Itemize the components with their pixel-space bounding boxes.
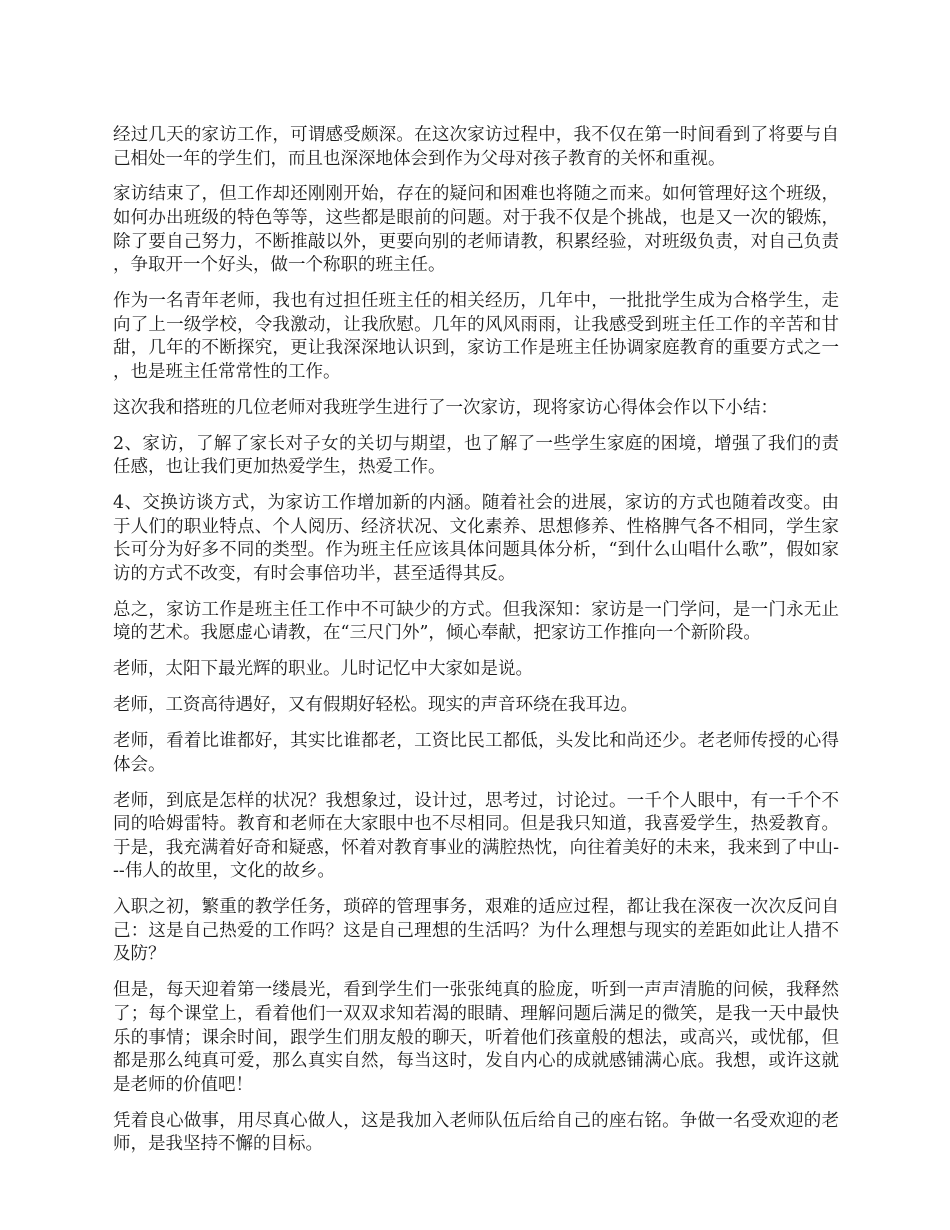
paragraph-9: 老师，工资高待遇好，又有假期好轻松。现实的声音环绕在我耳边。 xyxy=(113,695,638,716)
paragraph-7: 总之，家访工作是班主任工作中不可缺少的方式。但我深知：家访是一门学问，是一门永无止境的艺术。我愿虚心请教，在“三尺门外”，倾心奉献，把家访工作推向一个新阶段。 xyxy=(113,599,839,644)
paragraph-6: 4、交换访谈方式，为家访工作增加新的内涵。随着社会的进展，家访的方式也随着改变。由于人们的职业特点、个人阅历、经济状况、文化素养、思想修养、性格脾气各不相同，学生家长可分为好多不同的类型。作为班主任应该具体问题具体分析，“到什么山唱什么歌”，假如家访的方式不改变，有时会事倍功半，甚至适得其反。 xyxy=(113,493,839,584)
paragraph-5: 2、家访，了解了家长对子女的关切与期望，也了解了一些学生家庭的困境，增强了我们的责任感，也让我们更加热爱学生，热爱工作。 xyxy=(113,433,839,478)
paragraph-2: 家访结束了，但工作却还刚刚开始，存在的疑问和困难也将随之而来。如何管理好这个班级，如何办出班级的特色等等，这些都是眼前的问题。对于我不仅是个挑战，也是又一次的锻炼，除了要自己努力，不断推敲以外，更要向别的老师请教，积累经验，对班级负责，对自己负责，争取开一个好头，做一个称职的班主任。 xyxy=(113,184,839,276)
paragraph-3: 作为一名青年老师，我也有过担任班主任的相关经历，几年中，一批批学生成为合格学生，走向了上一级学校，令我激动，让我欣慰。几年的风风雨雨，让我感受到班主任工作的辛苦和甘甜，几年的不断探究，更让我深深地认识到，家访工作是班主任协调家庭教育的重要方式之一，也是班主任常常性的工作。 xyxy=(113,291,839,382)
paragraph-12: 入职之初，繁重的教学任务，琐碎的管理事务，艰难的适应过程，都让我在深夜一次次反问自己：这是自己热爱的工作吗？这是自己理想的生活吗？为什么理想与现实的差距如此让人措不及防？ xyxy=(113,897,839,965)
paragraph-14: 凭着良心做事，用尽真心做人，这是我加入老师队伍后给自己的座右铭。争做一名受欢迎的老师，是我坚持不懈的目标。 xyxy=(113,1110,839,1155)
paragraph-1: 经过几天的家访工作，可谓感受颇深。在这次家访过程中，我不仅在第一时间看到了将要与自己相处一年的学生们，而且也深深地体会到作为父母对孩子教育的关怀和重视。 xyxy=(113,125,839,169)
paragraph-13: 但是，每天迎着第一缕晨光，看到学生们一张张纯真的脸庞，听到一声声清脆的问候，我释然了；每个课堂上，看着他们一双双求知若渴的眼睛、理解问题后满足的微笑，是我一天中最快乐的事情；课余时间，跟学生们朋友般的聊天，听着他们孩童般的想法，或高兴，或忧郁，但都是那么纯真可爱，那么真实自然，每当这时，发自内心的成就感铺满心底。我想，或许这就是老师的价值吧！ xyxy=(113,980,839,1095)
paragraph-8: 老师，太阳下最光辉的职业。儿时记忆中大家如是说。 xyxy=(113,659,533,680)
document-body xyxy=(113,124,839,1169)
paragraph-4: 这次我和搭班的几位老师对我班学生进行了一次家访，现将家访心得体会作以下小结： xyxy=(113,397,778,418)
paragraph-11: 老师，到底是怎样的状况？我想象过，设计过，思考过，讨论过。一千个人眼中，有一千个不同的哈姆雷特。教育和老师在大家眼中也不尽相同。但是我只知道，我喜爱学生，热爱教育。于是，我充满着好奇和疑惑，怀着对教育事业的满腔热忱，向往着美好的未来，我来到了中山---伟人的故里，文化的故乡。 xyxy=(113,790,839,882)
paragraph-10: 老师，看着比谁都好，其实比谁都老，工资比民工都低，头发比和尚还少。老老师传授的心得体会。 xyxy=(113,731,839,775)
